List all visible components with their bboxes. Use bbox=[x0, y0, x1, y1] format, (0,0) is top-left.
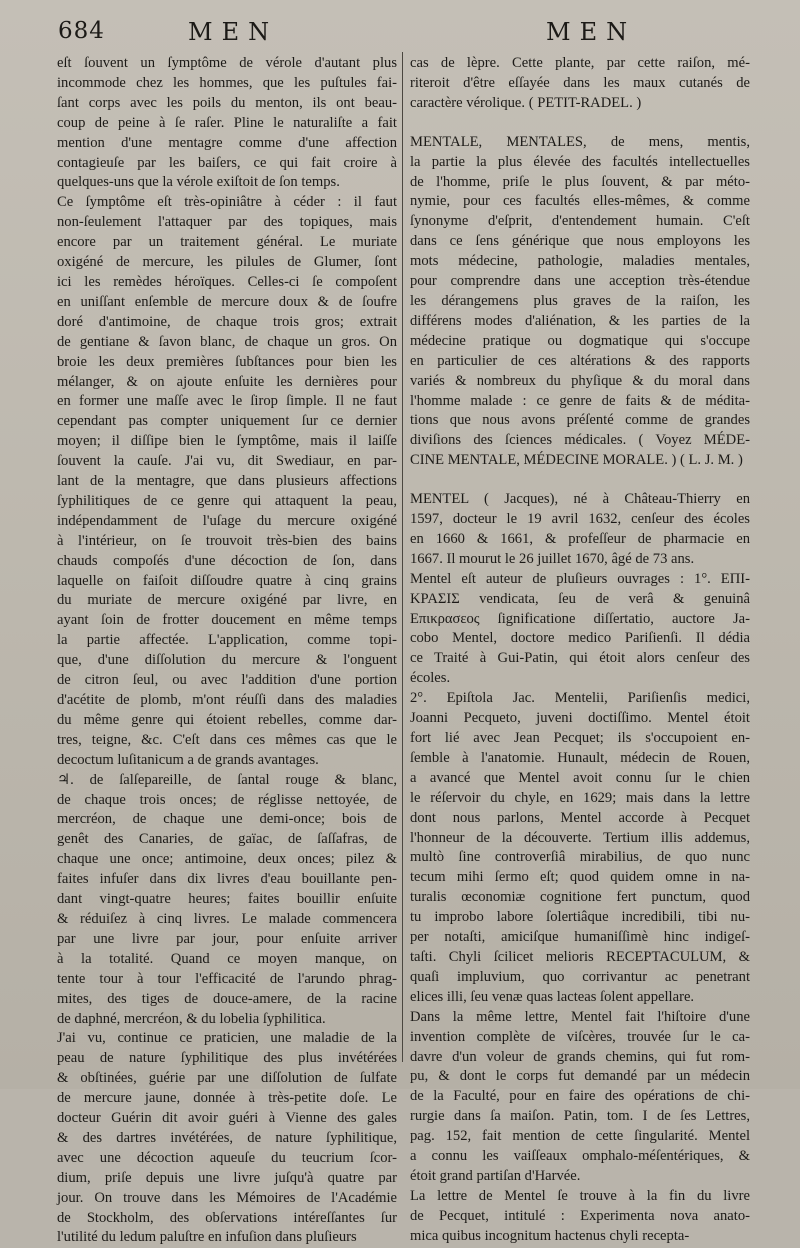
text-line: riteroit d'être eſſayée dans les maux cutanés de bbox=[410, 74, 750, 91]
text-line: avec une décoction aqueuſe du teucrium ſcor- bbox=[57, 1149, 397, 1166]
text-line: mélanger, & on ajoute enſuite les dernières pour bbox=[57, 373, 397, 390]
text-line: 2°. Epiſtola Jac. Mentelii, Pariſienſis medici, bbox=[410, 690, 750, 707]
text-line: pu, & dont le corps fut demandé par un médecin bbox=[410, 1068, 750, 1085]
text-line: dant vingt-quatre heures; faites bouillir enſuite bbox=[57, 891, 397, 908]
text-line: a connu les vaiſſeaux omphalo-méſentériques, & bbox=[410, 1148, 750, 1165]
text-line: broie les deux premières ſubſtances pour bien les bbox=[57, 353, 397, 370]
text-line: de Pecquet, intitulé : Experimenta nova anato- bbox=[410, 1207, 750, 1224]
text-line: du muriate de mercure oxigéné par livre, en bbox=[57, 592, 397, 609]
text-line: 1597, docteur le 19 avril 1632, cenſeur des écoles bbox=[410, 511, 750, 528]
text-line: la partie affectée. L'application, comme topi- bbox=[57, 632, 397, 649]
text-line: multò ſine controverſiâ mirabilius, de quo nunc bbox=[410, 849, 750, 866]
text-line: Ce ſymptôme eſt très-opiniâtre à céder : il faut bbox=[57, 194, 397, 211]
text-line: la partie la plus élevée des facultés intellectuelles bbox=[410, 153, 750, 170]
text-line: du même genre qui étoient rebelles, comme dar- bbox=[57, 711, 397, 728]
right-text-column bbox=[410, 54, 750, 1247]
text-line: tente tour à tour l'efficacité de l'arundo phrag- bbox=[57, 970, 397, 987]
text-line: étoit grand partiſan d'Harvée. bbox=[410, 1167, 581, 1184]
text-line: ΚΡΑΣΙΣ vendicata, ſeu de verâ & genuinâ bbox=[410, 590, 750, 607]
text-line: les dérangemens plus graves de la raiſon, les bbox=[410, 292, 750, 309]
left-text-column bbox=[57, 54, 397, 1248]
text-line: de daphné, mercréon, & du lobelia ſyphilitica. bbox=[57, 1010, 326, 1027]
text-line: invention complète de viſcères, trouvée ſur le ca- bbox=[410, 1028, 750, 1045]
text-line: cas de lèpre. Cette plante, par cette raiſon, mé- bbox=[410, 55, 750, 71]
text-line: moyen; il diſſipe bien le ſymptôme, mais il laiſſe bbox=[57, 433, 397, 450]
text-line: mention d'une mentagre comme d'une affection bbox=[57, 134, 397, 151]
text-line: dium, priſe depuis une livre juſqu'à quatre par bbox=[57, 1169, 397, 1186]
page-header bbox=[0, 18, 800, 52]
running-head-right: MEN bbox=[546, 18, 637, 46]
text-line: turalis œconomiæ cognitione fert punctum, quod bbox=[410, 889, 750, 906]
text-line: docteur Guérin dit avoir guéri à Vienne des gales bbox=[57, 1110, 397, 1127]
text-line: 1667. Il mourut le 26 juillet 1670, âgé de 73 ans. bbox=[410, 550, 695, 567]
text-line: l'homme malade : ce genre de faits & de médita- bbox=[410, 392, 750, 409]
text-line: l'honneur de la découverte. Tertium illis addemus, bbox=[410, 829, 750, 846]
text-line: doré d'antimoine, de chaque trois gros; extrait bbox=[57, 313, 397, 330]
text-line: tres, teigne, &c. C'eſt dans ces mêmes cas que le bbox=[57, 731, 397, 748]
text-line: en particulier de ces altérations & des rapports bbox=[410, 352, 750, 369]
text-line: pag. 152, fait mention de cette ſingularité. Mentel bbox=[410, 1128, 750, 1145]
text-line: par une livre par jour, pour enſuite arriver bbox=[57, 930, 397, 947]
text-line: caractère vérolique. ( PETIT-RADEL. ) bbox=[410, 94, 642, 111]
text-line: decoctum luſitanicum a de grands avantages. bbox=[57, 751, 319, 768]
text-line: que, d'une diſſolution du mercure & l'onguent bbox=[57, 652, 397, 669]
text-line: l'utilité du ledum paluſtre en infuſion dans pluſieurs bbox=[57, 1229, 357, 1246]
text-line: rurgie dans ſa maiſon. Patin, tom. I de ſes Lettres, bbox=[410, 1108, 750, 1125]
text-line: faites infuſer dans dix livres d'eau bouillante pen- bbox=[57, 871, 397, 888]
text-line: & réduiſez à cinq livres. Le malade commencera bbox=[57, 910, 397, 927]
text-line: variés & nombreux du phyſique & du moral dans bbox=[410, 372, 750, 389]
column-divider bbox=[402, 52, 403, 1062]
text-line: diviſions des ſciences médicales. ( Voyez MÉDE- bbox=[410, 432, 750, 449]
text-line: ♃. de ſalſepareille, de ſantal rouge & blanc, bbox=[57, 771, 397, 788]
text-line: incommode chez les hommes, que les puſtules fai- bbox=[57, 74, 397, 91]
text-line: de chaque trois onces; de réglisse nettoyée, de bbox=[57, 791, 397, 808]
text-line: CINE MENTALE, MÉDECINE MORALE. ) ( L. J. M. ) bbox=[410, 452, 743, 469]
text-line: La lettre de Mentel ſe trouve à la fin du livre bbox=[410, 1187, 750, 1204]
text-line: tecum mihi ſermo eſt; quod quidem omne in na- bbox=[410, 869, 750, 886]
text-line: nymie, pour ces facultés elles-mêmes, & comme bbox=[410, 193, 750, 210]
text-line: jour. On trouve dans les Mémoires de l'Académie bbox=[57, 1189, 397, 1206]
paragraph-gap bbox=[410, 114, 750, 133]
text-line: ſant corps avec les poils du menton, ils ont beau- bbox=[57, 94, 397, 111]
text-line: fort lié avec Jean Pecquet; ils s'occupoient en- bbox=[410, 730, 750, 746]
text-line: encore par un traitement général. Le muriate bbox=[57, 234, 397, 251]
text-line: quaſi impluvium, quo corrivantur ac penetrant bbox=[410, 968, 750, 985]
text-line: eſt ſouvent un ſymptôme de vérole d'autant plus bbox=[57, 55, 397, 71]
text-line: & des dartres invétérées, de nature ſyphilitique, bbox=[57, 1129, 397, 1146]
text-line: quelques-uns que la vérole exiſtoit de ſon temps. bbox=[57, 174, 340, 191]
text-line: non-ſeulement l'attaquer par des topiques, mais bbox=[57, 214, 397, 231]
running-head-left: MEN bbox=[188, 18, 279, 46]
text-line: taſti. Chyli ſcilicet melioris RECEPTACULUM, & bbox=[410, 948, 750, 965]
text-line: per notaſti, amiciſque humaniſſimè hinc indigeſ- bbox=[410, 929, 750, 946]
text-line: écoles. bbox=[410, 670, 451, 687]
text-line: ſyphilitiques de ce genre qui attaquent la peau, bbox=[57, 492, 397, 509]
text-line: Dans la même lettre, Mentel fait l'hiſtoire d'une bbox=[410, 1008, 750, 1025]
text-line: pour comprendre dans une acception très-étendue bbox=[410, 273, 750, 290]
page-number: 684 bbox=[58, 18, 105, 44]
text-line: ſouvent la cauſe. J'ai vu, dit Swediaur, en par- bbox=[57, 453, 397, 470]
text-line: médecine pratique ou dogmatique qui s'occupe bbox=[410, 332, 750, 349]
text-line: davre d'un voleur de grands chemins, qui fut rom- bbox=[410, 1048, 750, 1065]
text-line: coup de peine à ſe raſer. Pline le naturaliſte a fait bbox=[57, 114, 397, 131]
paragraph-gap bbox=[410, 471, 750, 490]
text-line: d'acétite de plomb, m'ont réuſſi dans des maladies bbox=[57, 692, 397, 708]
text-line: ayant ſoin de frotter doucement en même temps bbox=[57, 612, 397, 629]
text-line: ſynonyme d'eſprit, d'entendement humain. C'eſt bbox=[410, 213, 750, 230]
text-line: mots médecine, pathologie, maladies mentales, bbox=[410, 253, 750, 270]
text-line: de citron ſeul, ou avec l'addition d'une portion bbox=[57, 672, 397, 689]
text-line: mica quibus incognitum hactenus chyli recepta- bbox=[410, 1227, 690, 1244]
text-line: MENTALE, MENTALES, de mens, mentis, bbox=[410, 133, 750, 150]
text-line: mercréon, de chaque une demi-once; bois de bbox=[57, 811, 397, 828]
text-line: le réſervoir du chyle, en 1629; mais dans la lettre bbox=[410, 789, 750, 806]
text-line: dans ce ſens générique que nous employons les bbox=[410, 233, 750, 250]
text-line: à l'intérieur, on ſe trouvoit très-bien des bains bbox=[57, 532, 397, 549]
text-line: genêt des Canaries, de gaïac, de ſaſſafras, de bbox=[57, 831, 397, 848]
text-line: elices illi, ſeu venæ quas lacteas ſolent appellare. bbox=[410, 988, 695, 1005]
text-line: de mercure jaune, donnée à très-petite doſe. Le bbox=[57, 1090, 397, 1107]
text-line: tu improbo labore ſolertiâque incredibili, tibi nu- bbox=[410, 909, 750, 926]
text-line: laquelle on faiſoit diſſoudre quatre à cinq grains bbox=[57, 572, 397, 589]
text-line: J'ai vu, continue ce praticien, une maladie de la bbox=[57, 1030, 397, 1047]
text-line: tions que nous avons préſenté comme de grandes bbox=[410, 412, 750, 429]
text-line: cependant pas compter uniquement ſur ce dernier bbox=[57, 413, 397, 430]
text-line: en 1660 & 1661, & profeſſeur de pharmacie en bbox=[410, 530, 750, 547]
text-line: cobo Mentel, doctore medico Pariſienſi. Il dédia bbox=[410, 630, 750, 647]
text-line: Επικρασεος ſignificatione diſſertatio, auctore Ja- bbox=[410, 610, 750, 627]
text-line: oxigéné de mercure, les pilules de Glumer, ſont bbox=[57, 254, 397, 271]
text-line: à la totalité. Quand ce moyen manque, on bbox=[57, 950, 397, 967]
text-line: de l'homme, priſe le plus ſouvent, & par méto- bbox=[410, 173, 750, 190]
text-line: indépendamment de l'uſage du mercure oxigéné bbox=[57, 512, 397, 529]
text-line: de gentiane & ſavon blanc, de chaque un gros. On bbox=[57, 333, 397, 350]
text-line: de Stockholm, des obſervations intéreſſantes ſur bbox=[57, 1209, 397, 1226]
text-line: Mentel eſt auteur de pluſieurs ouvrages : 1°. ΕΠΙ- bbox=[410, 570, 750, 587]
text-line: en uniſſant enſemble de mercure doux & de ſoufre bbox=[57, 293, 397, 310]
text-line: a avancé que Mentel avoit connu ſur le chien bbox=[410, 769, 750, 786]
text-line: mites, des tiges de douce-amere, de la racine bbox=[57, 990, 397, 1007]
text-line: Joanni Pecqueto, juveni doctiſſimo. Mentel étoit bbox=[410, 710, 750, 727]
text-line: de la Faculté, pour en faire des opérations de chi- bbox=[410, 1088, 750, 1105]
text-line: peau de nature ſyphilitique des plus invétérées bbox=[57, 1050, 397, 1067]
text-line: ce Traité à Gui-Patin, qui étoit alors cenſeur des bbox=[410, 650, 750, 667]
text-line: contagieuſe par les baiſers, ce qui fait croire à bbox=[57, 154, 397, 171]
text-line: ici les remèdes héroïques. Celles-ci ſe compoſent bbox=[57, 273, 397, 290]
text-line: en former une maſſe avec le ſirop ſimple. Il ne faut bbox=[57, 393, 397, 410]
text-line: dont nous parlons, Mentel accorde à Pecquet bbox=[410, 809, 750, 826]
text-line: chauds compoſés d'une décoction de ſon, dans bbox=[57, 552, 397, 569]
text-line: différens modes d'aliénation, & les parties de la bbox=[410, 312, 750, 329]
text-line: & obſtinées, guérie par une diſſolution de ſulfate bbox=[57, 1070, 397, 1087]
text-line: ſemble à l'anatomie. Hunault, médecin de Rouen, bbox=[410, 749, 750, 766]
text-line: MENTEL ( Jacques), né à Château-Thierry en bbox=[410, 491, 750, 508]
text-line: lant de la mentagre, que dans plusieurs affections bbox=[57, 473, 397, 490]
text-line: chaque une once; antimoine, deux onces; pilez & bbox=[57, 851, 397, 868]
